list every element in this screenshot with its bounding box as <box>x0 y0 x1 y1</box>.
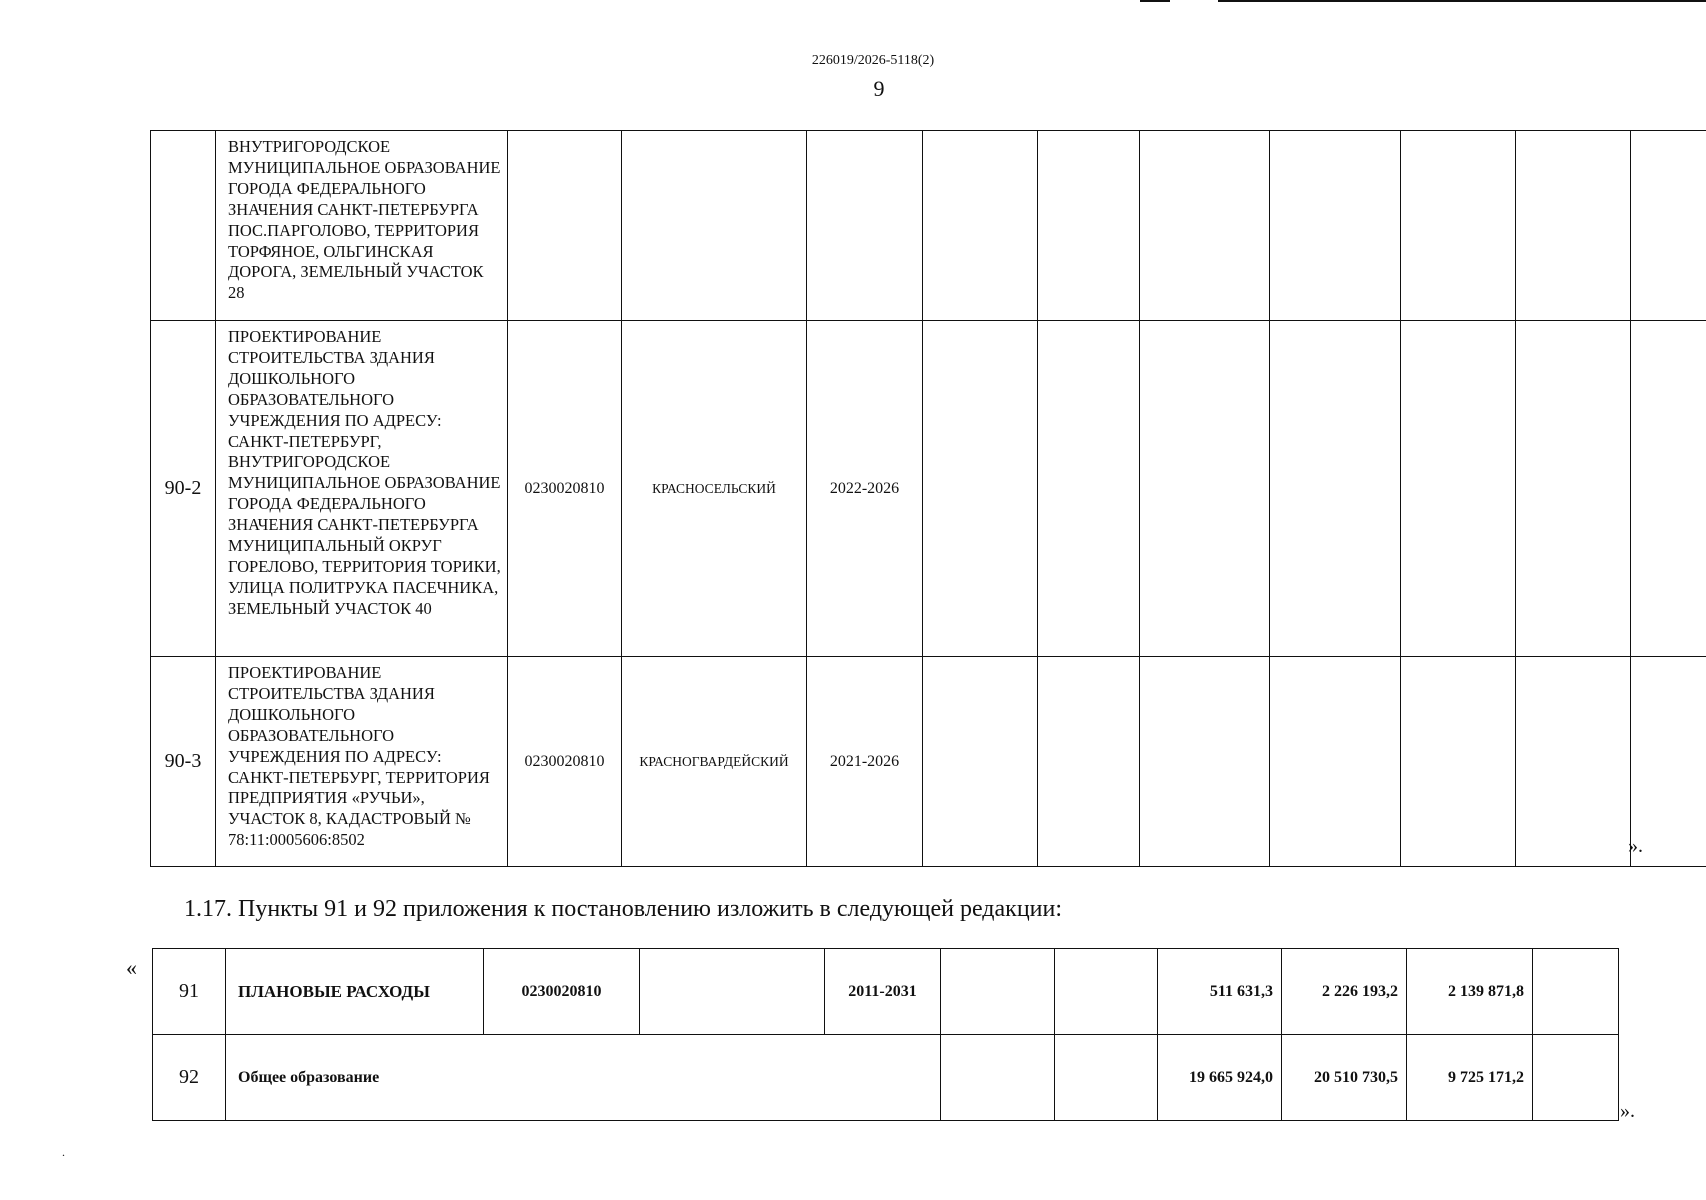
top-rule <box>1218 0 1706 2</box>
district: КРАСНОСЕЛЬСКИЙ <box>622 321 807 657</box>
closing-quote: ». <box>1628 835 1643 857</box>
opening-quote: « <box>126 955 137 980</box>
empty-cell <box>1401 131 1516 321</box>
empty-cell <box>1516 131 1631 321</box>
amount-3: 9 725 171,2 <box>1407 1035 1533 1121</box>
district <box>622 131 807 321</box>
table-row <box>153 949 1619 1035</box>
amount-2: 2 226 193,2 <box>1282 949 1407 1035</box>
amount-2: 20 510 730,5 <box>1282 1035 1407 1121</box>
period: 2011-2031 <box>825 949 941 1035</box>
row-number: 92 <box>153 1035 226 1121</box>
empty-cell <box>1140 131 1270 321</box>
district: КРАСНОГВАРДЕЙСКИЙ <box>622 657 807 867</box>
empty-cell <box>1270 321 1401 657</box>
empty-cell <box>1516 657 1631 867</box>
empty-cell <box>923 131 1038 321</box>
empty-cell <box>1038 321 1140 657</box>
table-row <box>151 131 1706 321</box>
object-name: ВНУТРИГОРОДСКОЕ МУНИЦИПАЛЬНОЕ ОБРАЗОВАНИЕ ГОРОДА ФЕДЕРАЛЬНОГО ЗНАЧЕНИЯ САНКТ-ПЕТЕРБУРГА ПОС.ПАРГОЛОВО, ТЕРРИТОРИЯ ТОРФЯНОЕ, ОЛЬГИНСКАЯ ДОРОГА, ЗЕМЕЛЬНЫЙ УЧАСТОК 28 <box>216 131 508 321</box>
empty-cell <box>1516 321 1631 657</box>
target-code <box>508 131 622 321</box>
target-code: 0230020810 <box>508 657 622 867</box>
empty-cell <box>1140 657 1270 867</box>
scan-speck: . <box>62 1145 65 1159</box>
table-row <box>151 657 1706 867</box>
empty-cell <box>1533 1035 1619 1121</box>
period: 2022-2026 <box>807 321 923 657</box>
empty-cell <box>923 657 1038 867</box>
empty-cell <box>1631 131 1706 321</box>
empty-cell <box>1270 131 1401 321</box>
row-number: 90-2 <box>151 321 216 657</box>
empty-cell <box>1533 949 1619 1035</box>
page-number: 9 <box>873 76 885 101</box>
period: 2021-2026 <box>807 657 923 867</box>
row-number <box>151 131 216 321</box>
row-number: 91 <box>153 949 226 1035</box>
object-name: ПРОЕКТИРОВАНИЕ СТРОИТЕЛЬСТВА ЗДАНИЯ ДОШКОЛЬНОГО ОБРАЗОВАТЕЛЬНОГО УЧРЕЖДЕНИЯ ПО АДРЕСУ: САНКТ-ПЕТЕРБУРГ, ТЕРРИТОРИЯ ПРЕДПРИЯТИЯ «РУЧЬИ», УЧАСТОК 8, КАДАСТРОВЫЙ № 78:11:0005606:8502 <box>216 657 508 867</box>
empty-cell <box>923 321 1038 657</box>
row-number: 90-3 <box>151 657 216 867</box>
empty-cell <box>1140 321 1270 657</box>
empty-cell <box>1055 949 1158 1035</box>
amount-3: 2 139 871,8 <box>1407 949 1533 1035</box>
objects-table-continuation <box>150 130 1706 867</box>
empty-cell <box>941 1035 1055 1121</box>
closing-quote: ». <box>1620 1100 1635 1122</box>
empty-cell <box>640 949 825 1035</box>
empty-cell <box>1401 321 1516 657</box>
empty-cell <box>1270 657 1401 867</box>
empty-cell <box>1631 321 1706 657</box>
expense-name: Общее образование <box>226 1035 941 1121</box>
amount-1: 511 631,3 <box>1158 949 1282 1035</box>
object-name: ПРОЕКТИРОВАНИЕ СТРОИТЕЛЬСТВА ЗДАНИЯ ДОШКОЛЬНОГО ОБРАЗОВАТЕЛЬНОГО УЧРЕЖДЕНИЯ ПО АДРЕСУ: САНКТ-ПЕТЕРБУРГ, ВНУТРИГОРОДСКОЕ МУНИЦИПАЛЬНОЕ ОБРАЗОВАНИЕ ГОРОДА ФЕДЕРАЛЬНОГО ЗНАЧЕНИЯ САНКТ-ПЕТЕРБУРГА МУНИЦИПАЛЬНЫЙ ОКРУГ ГОРЕЛОВО, ТЕРРИТОРИЯ ТОРИКИ, УЛИЦА ПОЛИТРУКА ПАСЕЧНИКА, ЗЕМЕЛЬНЫЙ УЧАСТОК 40 <box>216 321 508 657</box>
amount-1: 19 665 924,0 <box>1158 1035 1282 1121</box>
table-row <box>151 321 1706 657</box>
empty-cell <box>1038 657 1140 867</box>
amendment-paragraph: 1.17. Пункты 91 и 92 приложения к постановлению изложить в следующей редакции: <box>184 896 1063 922</box>
empty-cell <box>941 949 1055 1035</box>
empty-cell <box>1401 657 1516 867</box>
planned-expenses-table <box>152 948 1619 1121</box>
expense-name: ПЛАНОВЫЕ РАСХОДЫ <box>226 949 484 1035</box>
target-code: 0230020810 <box>508 321 622 657</box>
empty-cell <box>1038 131 1140 321</box>
document-number: 226019/2026-5118(2) <box>811 53 935 68</box>
table-row <box>153 1035 1619 1121</box>
empty-cell <box>1055 1035 1158 1121</box>
target-code: 0230020810 <box>484 949 640 1035</box>
top-rule-fragment <box>1140 0 1170 2</box>
period <box>807 131 923 321</box>
